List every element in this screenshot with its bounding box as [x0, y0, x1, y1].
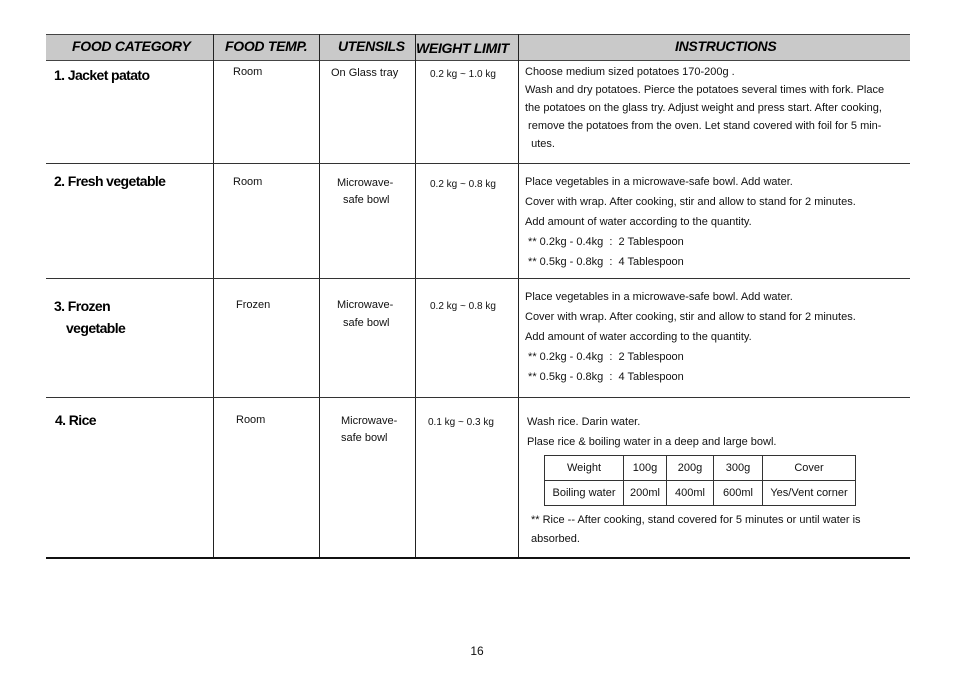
instruction-line: Wash and dry potatoes. Pierce the potatoes several times with fork. Place: [525, 84, 885, 96]
row-weight-limit: 0.2 kg ~ 0.8 kg: [430, 301, 496, 312]
instruction-line: Add amount of water according to the quantity.: [525, 331, 752, 343]
row-weight-limit: 0.2 kg ~ 0.8 kg: [430, 179, 496, 190]
row-category-frozen-vegetable-line2: vegetable: [66, 320, 126, 336]
instruction-line: ** 0.2kg - 0.4kg : 2 Tablespoon: [525, 236, 684, 248]
header-food-temp: FOOD TEMP.: [225, 38, 308, 54]
instruction-line: Cover with wrap. After cooking, stir and allow to stand for 2 minutes.: [525, 311, 856, 323]
row-instructions: [525, 288, 856, 388]
header-utensils: UTENSILS: [338, 38, 405, 54]
header-instructions: INSTRUCTIONS: [675, 38, 777, 54]
note-line: ** Rice -- After cooking, stand covered for 5 minutes or until water is: [531, 514, 861, 526]
table-cell: Weight: [545, 456, 624, 481]
row-category-frozen-vegetable: 3. Frozen: [54, 298, 111, 314]
table-cell: 600ml: [714, 481, 763, 506]
row-divider: [46, 163, 910, 164]
instruction-line: Cover with wrap. After cooking, stir and allow to stand for 2 minutes.: [525, 196, 856, 208]
column-divider: [415, 34, 416, 558]
column-divider: [319, 34, 320, 558]
rice-note: [531, 511, 861, 549]
rice-water-table: [544, 455, 856, 506]
table-cell: Cover: [763, 456, 856, 481]
table-bottom-border: [46, 557, 910, 559]
row-category-fresh-vegetable: 2. Fresh vegetable: [54, 173, 166, 189]
table-cell: 300g: [714, 456, 763, 481]
table-cell: Yes/Vent corner: [763, 481, 856, 506]
row-weight-limit: 0.2 kg ~ 1.0 kg: [430, 69, 496, 80]
row-temp: Room: [236, 414, 266, 426]
row-temp: Room: [233, 66, 263, 78]
instruction-line: Place vegetables in a microwave-safe bowl. Add water.: [525, 291, 793, 303]
table-cell: 100g: [624, 456, 667, 481]
row-temp: Room: [233, 176, 263, 188]
row-utensil: Microwave-: [337, 299, 394, 311]
instruction-line: Plase rice & boiling water in a deep and large bowl.: [527, 436, 777, 448]
row-utensil: Microwave-: [341, 415, 398, 427]
row-divider: [46, 397, 910, 398]
note-line: absorbed.: [531, 533, 580, 545]
header-weight-limit: WEIGHT LIMIT: [416, 40, 509, 56]
row-utensil: safe bowl: [341, 432, 388, 444]
instruction-line: Add amount of water according to the quantity.: [525, 216, 752, 228]
table-row: [545, 481, 856, 506]
row-divider: [46, 278, 910, 279]
row-utensil: Microwave-: [337, 177, 394, 189]
instruction-line: remove the potatoes from the oven. Let stand covered with foil for 5 min-: [525, 120, 882, 132]
row-weight-limit: 0.1 kg ~ 0.3 kg: [428, 417, 494, 428]
row-category-jacket-potato: 1. Jacket patato: [54, 67, 150, 83]
page-number: 16: [470, 644, 484, 658]
row-instructions: [525, 63, 884, 153]
instruction-line: ** 0.5kg - 0.8kg : 4 Tablespoon: [525, 371, 684, 383]
instruction-line: utes.: [525, 138, 555, 150]
row-utensil: safe bowl: [343, 194, 390, 206]
instruction-line: ** 0.5kg - 0.8kg : 4 Tablespoon: [525, 256, 684, 268]
table-cell: 200ml: [624, 481, 667, 506]
header-food-category: FOOD CATEGORY: [72, 38, 191, 54]
instruction-line: Wash rice. Darin water.: [527, 416, 641, 428]
table-row: [545, 456, 856, 481]
row-utensil: On Glass tray: [331, 67, 399, 79]
column-divider: [518, 34, 519, 558]
table-cell: 200g: [667, 456, 714, 481]
row-utensil: safe bowl: [343, 317, 390, 329]
instruction-line: ** 0.2kg - 0.4kg : 2 Tablespoon: [525, 351, 684, 363]
column-divider: [213, 34, 214, 558]
row-instructions: [527, 413, 776, 453]
table-cell: 400ml: [667, 481, 714, 506]
instruction-line: the potatoes on the glass try. Adjust weight and press start. After cooking,: [525, 102, 882, 114]
table-cell: Boiling water: [545, 481, 624, 506]
instruction-line: Choose medium sized potatoes 170-200g .: [525, 66, 735, 78]
row-category-rice: 4. Rice: [55, 412, 96, 428]
row-temp: Frozen: [236, 299, 271, 311]
instruction-line: Place vegetables in a microwave-safe bowl. Add water.: [525, 176, 793, 188]
row-instructions: [525, 173, 856, 273]
